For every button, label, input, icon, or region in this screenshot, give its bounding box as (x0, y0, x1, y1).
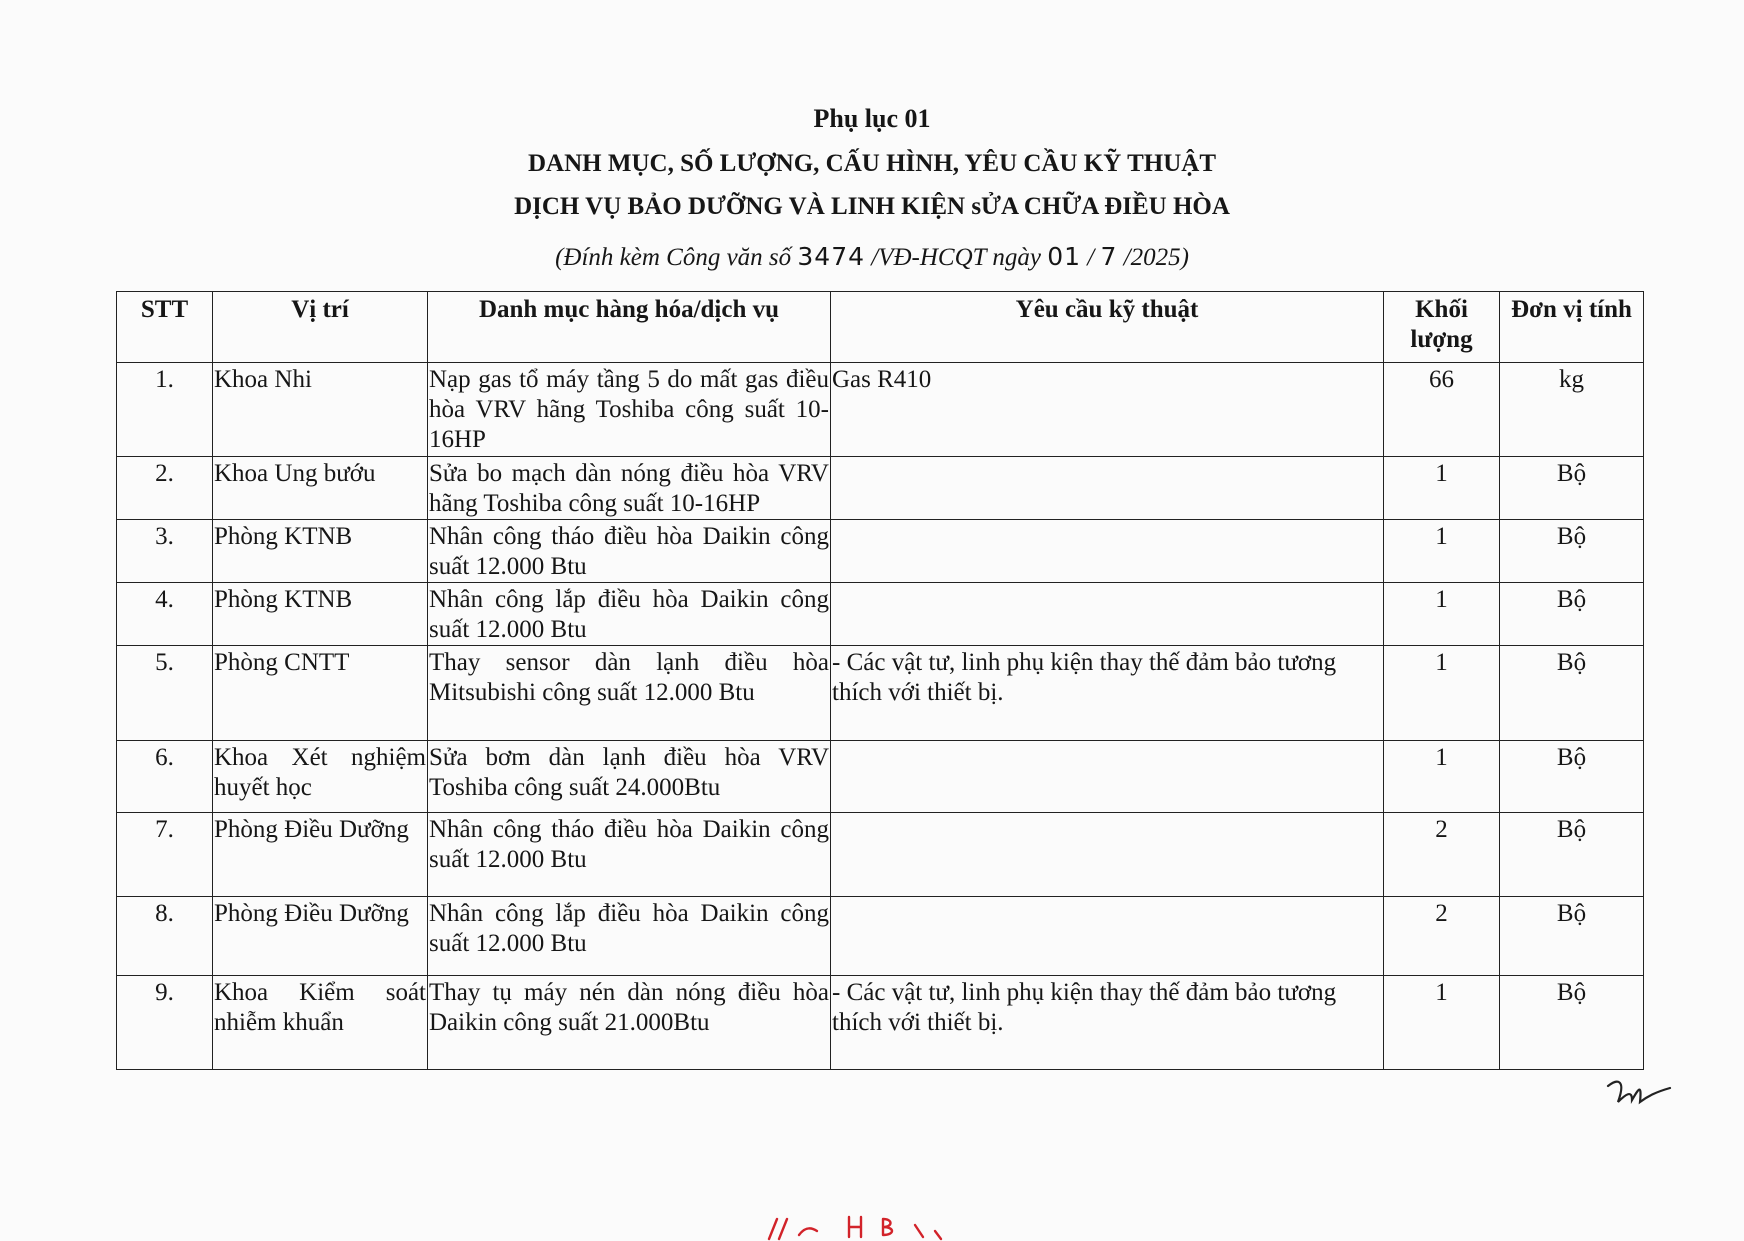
handwritten-month: 7 (1100, 242, 1118, 271)
cell-item: Thay tụ máy nén dàn nóng điều hòa Daikin công suất 21.000Btu (428, 976, 831, 1070)
cell-requirement: - Các vật tư, linh phụ kiện thay thế đảm bảo tương thích với thiết bị. (831, 646, 1384, 741)
cell-unit: kg (1500, 363, 1644, 457)
cell-stt: 2. (117, 457, 213, 520)
attachment-note (0, 242, 1744, 272)
cell-quantity: 1 (1384, 457, 1500, 520)
handwritten-doc-number: 3474 (797, 242, 866, 271)
cell-location: Phòng CNTT (213, 646, 428, 741)
header-unit: Đơn vị tính (1500, 292, 1644, 363)
cell-location: Khoa Nhi (213, 363, 428, 457)
cell-unit: Bộ (1500, 976, 1644, 1070)
cell-quantity: 1 (1384, 583, 1500, 646)
header-stt: STT (117, 292, 213, 363)
cell-requirement: Gas R410 (831, 363, 1384, 457)
table-row (117, 583, 1644, 646)
cell-location: Khoa Ung bướu (213, 457, 428, 520)
cell-stt: 9. (117, 976, 213, 1070)
cell-quantity: 1 (1384, 646, 1500, 741)
cell-item: Nhân công tháo điều hòa Daikin công suất 12.000 Btu (428, 520, 831, 583)
cell-item: Thay sensor dàn lạnh điều hòa Mitsubishi công suất 12.000 Btu (428, 646, 831, 741)
items-table (116, 291, 1644, 1070)
document-title-line-1: DANH MỤC, SỐ LƯỢNG, CẤU HÌNH, YÊU CẦU KỸ THUẬT (528, 150, 1216, 177)
cell-location: Phòng Điều Dưỡng (213, 813, 428, 897)
cell-item: Nhân công tháo điều hòa Daikin công suất 12.000 Btu (428, 813, 831, 897)
date-separator: / (1081, 244, 1101, 271)
cell-location: Phòng Điều Dưỡng (213, 897, 428, 976)
cell-stt: 8. (117, 897, 213, 976)
signature-initial-icon (1604, 1072, 1674, 1112)
cell-location: Phòng KTNB (213, 520, 428, 583)
cell-stt: 4. (117, 583, 213, 646)
table-row (117, 897, 1644, 976)
table-row (117, 741, 1644, 813)
table-row (117, 813, 1644, 897)
cell-item: Sửa bo mạch dàn nóng điều hòa VRV hãng Toshiba công suất 10-16HP (428, 457, 831, 520)
cell-requirement (831, 897, 1384, 976)
header-quantity: Khối lượng (1384, 292, 1500, 363)
header-requirement: Yêu cầu kỹ thuật (831, 292, 1384, 363)
cell-requirement (831, 813, 1384, 897)
cell-unit: Bộ (1500, 741, 1644, 813)
table-row (117, 646, 1644, 741)
cell-item: Sửa bơm dàn lạnh điều hòa VRV Toshiba công suất 24.000Btu (428, 741, 831, 813)
appendix-title: Phụ lục 01 (813, 104, 931, 133)
cell-quantity: 1 (1384, 520, 1500, 583)
header-item: Danh mục hàng hóa/dịch vụ (428, 292, 831, 363)
cell-item: Nhân công lắp điều hòa Daikin công suất 12.000 Btu (428, 897, 831, 976)
attachment-prefix: (Đính kèm Công văn số (555, 244, 798, 271)
cell-unit: Bộ (1500, 457, 1644, 520)
cell-quantity: 1 (1384, 741, 1500, 813)
red-stamp-edge-icon (765, 1205, 965, 1241)
cell-requirement: - Các vật tư, linh phụ kiện thay thế đảm bảo tương thích với thiết bị. (831, 976, 1384, 1070)
cell-item: Nhân công lắp điều hòa Daikin công suất 12.000 Btu (428, 583, 831, 646)
cell-quantity: 2 (1384, 897, 1500, 976)
cell-unit: Bộ (1500, 520, 1644, 583)
cell-requirement (831, 457, 1384, 520)
cell-stt: 7. (117, 813, 213, 897)
attachment-year: /2025) (1117, 244, 1189, 271)
cell-unit: Bộ (1500, 646, 1644, 741)
cell-unit: Bộ (1500, 897, 1644, 976)
cell-stt: 1. (117, 363, 213, 457)
table-row (117, 457, 1644, 520)
cell-requirement (831, 741, 1384, 813)
cell-location: Khoa Kiểm soát nhiễm khuẩn (213, 976, 428, 1070)
handwritten-day: 01 (1047, 242, 1082, 271)
header-location: Vị trí (213, 292, 428, 363)
cell-item: Nạp gas tổ máy tầng 5 do mất gas điều hòa VRV hãng Toshiba công suất 10-16HP (428, 363, 831, 457)
table-row (117, 520, 1644, 583)
document-title-line-2: DỊCH VỤ BẢO DƯỠNG VÀ LINH KIỆN sỬA CHỮA ĐIỀU HÒA (514, 193, 1230, 220)
table-header-row (117, 292, 1644, 363)
cell-location: Khoa Xét nghiệm huyết học (213, 741, 428, 813)
cell-quantity: 1 (1384, 976, 1500, 1070)
cell-requirement (831, 583, 1384, 646)
cell-stt: 5. (117, 646, 213, 741)
attachment-mid: /VĐ-HCQT ngày (865, 244, 1048, 271)
cell-location: Phòng KTNB (213, 583, 428, 646)
cell-unit: Bộ (1500, 813, 1644, 897)
table-row (117, 363, 1644, 457)
cell-quantity: 2 (1384, 813, 1500, 897)
cell-quantity: 66 (1384, 363, 1500, 457)
table-row (117, 976, 1644, 1070)
cell-stt: 3. (117, 520, 213, 583)
cell-stt: 6. (117, 741, 213, 813)
cell-requirement (831, 520, 1384, 583)
cell-unit: Bộ (1500, 583, 1644, 646)
